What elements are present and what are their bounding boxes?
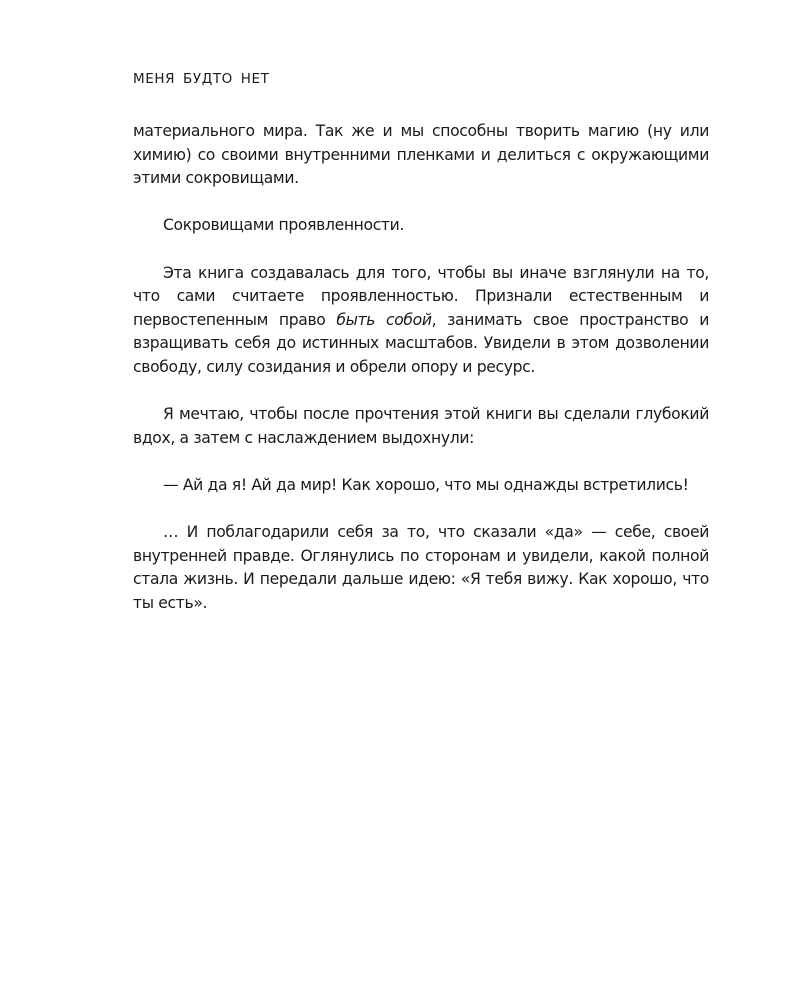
running-header: МЕНЯ БУДТО НЕТ (133, 71, 270, 87)
paragraph-3 (133, 262, 709, 380)
paragraph-3-end: , занимать свое пространство и взращивать себя до истинных масштабов. Увидели в этом дозволении свободу, силу созидания и обрели опору и ресурс. (133, 310, 710, 376)
paragraph-5-dialogue: — Ай да я! Ай да мир! Как хорошо, что мы однажды встретились! (163, 475, 689, 494)
paragraph-3-start: Эта книга создавалась для того, чтобы вы иначе взглянули на то, что сами считаете проявленностью. Признали естественным и первостепенным право (133, 263, 709, 329)
paragraph-2: Сокровищами проявленности. (163, 216, 405, 235)
paragraph-3-emphasis: быть собой (336, 310, 432, 329)
paragraph-6: … И поблагодарили себя за то, что сказали «да» — себе, своей внутренней правде. Оглянулись по сторонам и увидели, какой полной стала жизнь. И передали дальше идею: «Я тебя вижу. Как хорошо, что ты есть». (133, 523, 709, 612)
paragraph-4: Я мечтаю, чтобы после прочтения этой книги вы сделали глубокий вдох, а затем с наслаждением выдохнули: (133, 405, 709, 447)
page-body (133, 120, 709, 639)
paragraph-1: материального мира. Так же и мы способны творить магию (ну или химию) со своими внутренними пленками и делиться с окружающими этими сокровищами. (133, 122, 709, 188)
